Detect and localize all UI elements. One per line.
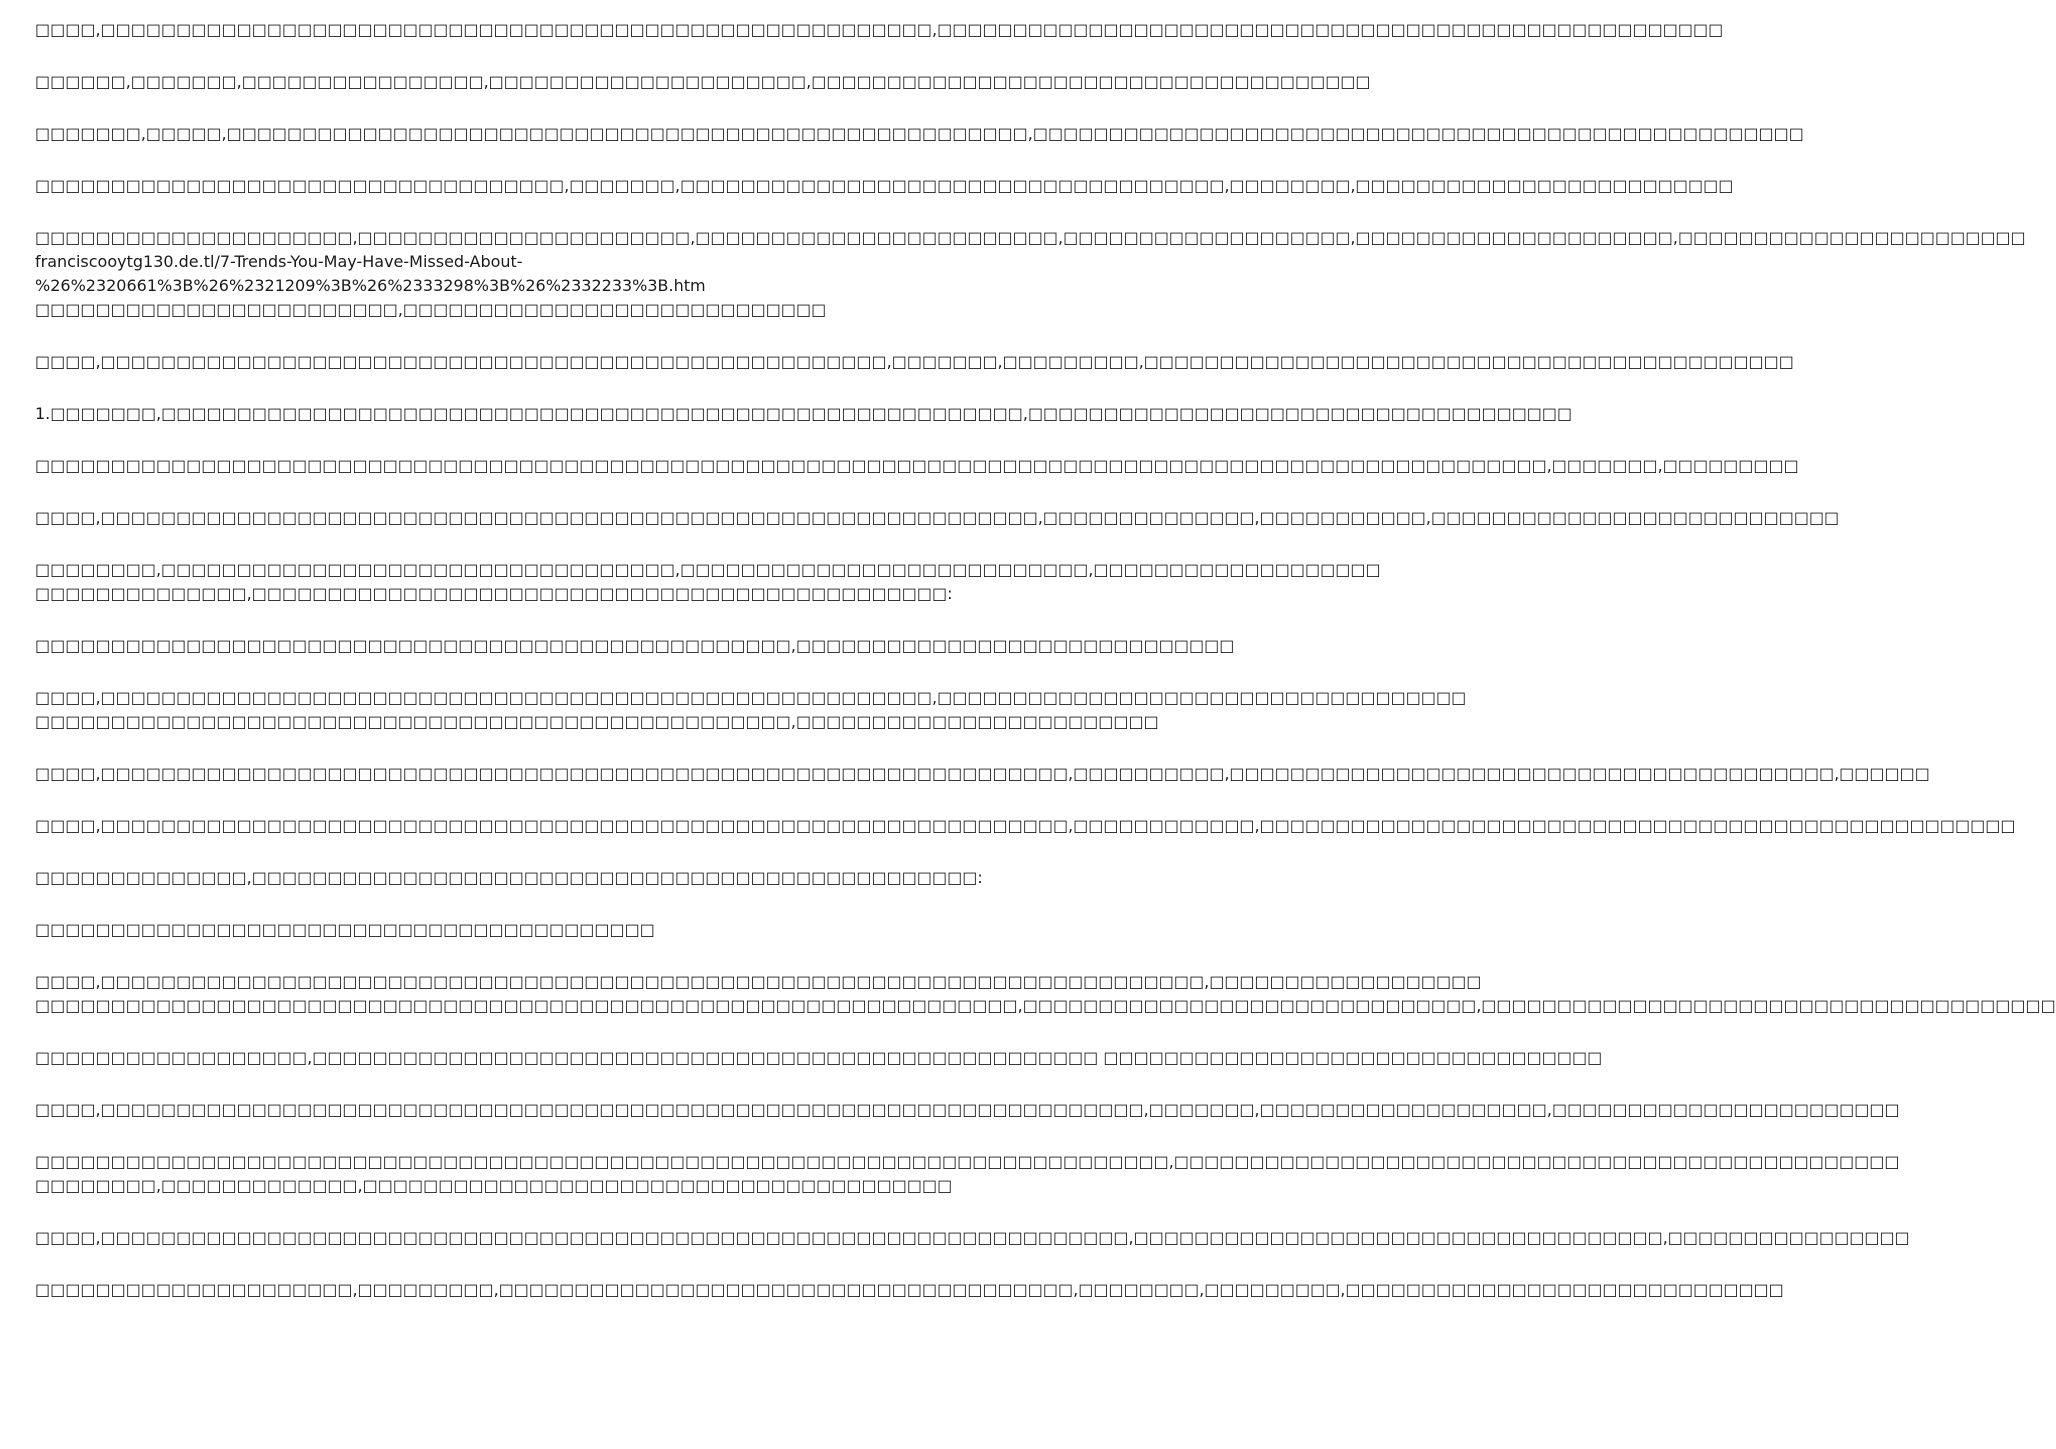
paragraph	[35, 814, 2016, 838]
paragraph-line: □□□□,□□□□□□□□□□□□□□□□□□□□□□□□□□□□□□□□□□□□□□□□□□□□□□□□□□□□□□□□□□□□□□□□,□□□□□□□□□□,□□□□□□□□□□□□□□□□□□□□□□□□□□□□□□□□□□□□□□□□,□□□□□□	[35, 764, 1930, 783]
paragraph-line: □□□□□□□□□□□□□□,□□□□□□□□□□□□□□□□□□□□□□□□□□□□□□□□□□□□□□□□□□□□□□:	[35, 584, 953, 603]
paragraph	[35, 454, 1799, 478]
paragraph	[35, 970, 2056, 1018]
paragraph-line: □□□□,□□□□□□□□□□□□□□□□□□□□□□□□□□□□□□□□□□□□□□□□□□□□□□□□□□□□□□□□□□□□□□□□□□□□□,□□□□□□□,□□□□□□□□□□□□□□□□□□□,□□□□□□□□□□□□□□□□□□□□□□□	[35, 1100, 1900, 1119]
paragraph-line: □□□□,□□□□□□□□□□□□□□□□□□□□□□□□□□□□□□□□□□□□□□□□□□□□□□□□□□□□□□□,□□□□□□□□□□□□□□□□□□□□□□□□□□□□□□□□□□□	[35, 688, 1467, 707]
paragraph	[35, 402, 1573, 426]
inline-link[interactable]: franciscooytg130.de.tl/7-Trends-You-May-Have-Missed-About-	[35, 252, 523, 271]
paragraph	[35, 1046, 1603, 1070]
paragraph-line: □□□□□□□,□□□□□,□□□□□□□□□□□□□□□□□□□□□□□□□□□□□□□□□□□□□□□□□□□□□□□□□□□□□,□□□□□□□□□□□□□□□□□□□□□□□□□□□□□□□□□□□□□□□□□□□□□□□□□□□	[35, 124, 1804, 143]
paragraph-line: □□□□□□□□□□□□□□□□□□□□□,□□□□□□□□□□□□□□□□□□□□□□,□□□□□□□□□□□□□□□□□□□□□□□□,□□□□□□□□□□□□□□□□□□□,□□□□□□□□□□□□□□□□□□□□□,□□□□□□□□□□□□□□□□□□□□□□□	[35, 228, 2026, 247]
document-body	[35, 18, 2056, 1330]
paragraph-line: □□□□□□□□□□□□□□□□□□□□□□□□□□□□□□□□□□□□□□□□□□□□□□□□□□,□□□□□□□□□□□□□□□□□□□□□□□□□□□□□	[35, 636, 1235, 655]
paragraph	[35, 558, 1381, 606]
paragraph-line: □□□□□□□□□□□□□□□□□□□□□□□□□□□□□□□□□□□□□□□□□□□□□□□□□□□□□□□□□□□□□□□□□□□□□□□□□□□,□□□□□□□□□□□□□□□□□□□□□□□□□□□□□□□□□□□□□□□□□□□□□□□□	[35, 1152, 1900, 1171]
paragraph-line: □□□□□□□□□□□□□□□□□□□□□□□□□□□□□□□□□□□,□□□□□□□,□□□□□□□□□□□□□□□□□□□□□□□□□□□□□□□□□□□□,□□□□□□□□,□□□□□□□□□□□□□□□□□□□□□□□□□	[35, 176, 1734, 195]
paragraph	[35, 866, 990, 890]
paragraph-line: □□□□,□□□□□□□□□□□□□□□□□□□□□□□□□□□□□□□□□□□□□□□□□□□□□□□□□□□□,□□□□□□□,□□□□□□□□□,□□□□□□□□□□□□□□□□□□□□□□□□□□□□□□□□□□□□□□□□□□□	[35, 352, 1794, 371]
paragraph	[35, 1226, 1910, 1250]
paragraph	[35, 1098, 1900, 1122]
paragraph-line: □□□□□□□□□□□□□□□□□□□□□□□□□□□□□□□□□□□□□□□□□□□□□□□□□□□□□□□□□□□□□□□□□,□□□□□□□□□□□□□□□□□□□□□□□□□□□□□□,□□□□□□□□□□□□□□□□□□□□□□□□□□□□□□□□□□□□□□	[35, 996, 2056, 1015]
paragraph	[35, 1150, 1900, 1198]
paragraph-line: □□□□,□□□□□□□□□□□□□□□□□□□□□□□□□□□□□□□□□□□□□□□□□□□□□□□□□□□□□□□□□□□□□□□□,□□□□□□□□□□□□,□□□□□□□□□□□□□□□□□□□□□□□□□□□□□□□□□□□□□□□□□□□□□□□□□□	[35, 816, 2016, 835]
paragraph	[35, 226, 2026, 322]
paragraph	[35, 174, 1734, 198]
paragraph-line: □□□□□□□□□□□□□□□□□□□□□□□□□□□□□□□□□□□□□□□□□□□□□□□□□□,□□□□□□□□□□□□□□□□□□□□□□□□	[35, 712, 1159, 731]
paragraph	[35, 350, 1794, 374]
paragraph-line: □□□□,□□□□□□□□□□□□□□□□□□□□□□□□□□□□□□□□□□□□□□□□□□□□□□□□□□□□□□□□□□□□□□□□□□□□,□□□□□□□□□□□□□□□□□□□□□□□□□□□□□□□□□□□,□□□□□□□□□□□□□□□□	[35, 1228, 1910, 1247]
paragraph-line: □□□□□□□□,□□□□□□□□□□□□□,□□□□□□□□□□□□□□□□□□□□□□□□□□□□□□□□□□□□□□□	[35, 1176, 953, 1195]
paragraph-line: □□□□□□□□□□□□□□□□□□□□□□□□,□□□□□□□□□□□□□□□□□□□□□□□□□□□□	[35, 300, 827, 319]
paragraph	[35, 18, 1724, 42]
paragraph	[35, 506, 1840, 530]
paragraph	[35, 634, 1235, 658]
paragraph	[35, 762, 1930, 786]
paragraph-line: 1.□□□□□□□,□□□□□□□□□□□□□□□□□□□□□□□□□□□□□□□□□□□□□□□□□□□□□□□□□□□□□□□□□,□□□□□□□□□□□□□□□□□□□□□□□□□□□□□□□□□□□□	[35, 404, 1573, 423]
paragraph-line: □□□□□□,□□□□□□□,□□□□□□□□□□□□□□□□,□□□□□□□□□□□□□□□□□□□□□,□□□□□□□□□□□□□□□□□□□□□□□□□□□□□□□□□□□□□	[35, 72, 1371, 91]
paragraph-line: □□□□,□□□□□□□□□□□□□□□□□□□□□□□□□□□□□□□□□□□□□□□□□□□□□□□□□□□□□□□,□□□□□□□□□□□□□□□□□□□□□□□□□□□□□□□□□□□□□□□□□□□□□□□□□□□□	[35, 20, 1724, 39]
paragraph-line: □□□□□□□□□□□□□□□□□□□□□□□□□□□□□□□□□□□□□□□□□□□□□□□□□□□□□□□□□□□□□□□□□□□□□□□□□□□□□□□□□□□□□□□□□□□□□□□□□□□□,□□□□□□□,□□□□□□□□□	[35, 456, 1799, 475]
paragraph	[35, 122, 1804, 146]
paragraph-line: □□□□□□□□□□□□□□□□□□□□□,□□□□□□□□□,□□□□□□□□□□□□□□□□□□□□□□□□□□□□□□□□□□□□□□,□□□□□□□□,□□□□□□□□□,□□□□□□□□□□□□□□□□□□□□□□□□□□□□□	[35, 1280, 1784, 1299]
paragraph	[35, 686, 1467, 734]
paragraph-line: □□□□□□□□□□□□□□□□□□□□□□□□□□□□□□□□□□□□□□□□□	[35, 920, 655, 939]
paragraph-line: □□□□□□□□□□□□□□,□□□□□□□□□□□□□□□□□□□□□□□□□□□□□□□□□□□□□□□□□□□□□□□□:	[35, 868, 983, 887]
paragraph	[35, 918, 990, 942]
inline-link[interactable]: %26%2320661%3B%26%2321209%3B%26%2333298%3B%26%2332233%3B.htm	[35, 276, 706, 295]
paragraph-line: □□□□,□□□□□□□□□□□□□□□□□□□□□□□□□□□□□□□□□□□□□□□□□□□□□□□□□□□□□□□□□□□□□□,□□□□□□□□□□□□□□,□□□□□□□□□□□,□□□□□□□□□□□□□□□□□□□□□□□□□□□	[35, 508, 1840, 527]
paragraph	[35, 1278, 1784, 1302]
paragraph	[35, 70, 1371, 94]
paragraph-line: □□□□□□□□,□□□□□□□□□□□□□□□□□□□□□□□□□□□□□□□□□□,□□□□□□□□□□□□□□□□□□□□□□□□□□□,□□□□□□□□□□□□□□□□□□□	[35, 560, 1381, 579]
paragraph-line: □□□□,□□□□□□□□□□□□□□□□□□□□□□□□□□□□□□□□□□□□□□□□□□□□□□□□□□□□□□□□□□□□□□□□□□□□□□□□□,□□□□□□□□□□□□□□□□□□	[35, 972, 1482, 991]
paragraph-line: □□□□□□□□□□□□□□□□□□,□□□□□□□□□□□□□□□□□□□□□□□□□□□□□□□□□□□□□□□□□□□□□□□□□□□□ □□□□□□□□□□□□□□□□□□□□□□□□□□□□□□□□□	[35, 1048, 1603, 1067]
